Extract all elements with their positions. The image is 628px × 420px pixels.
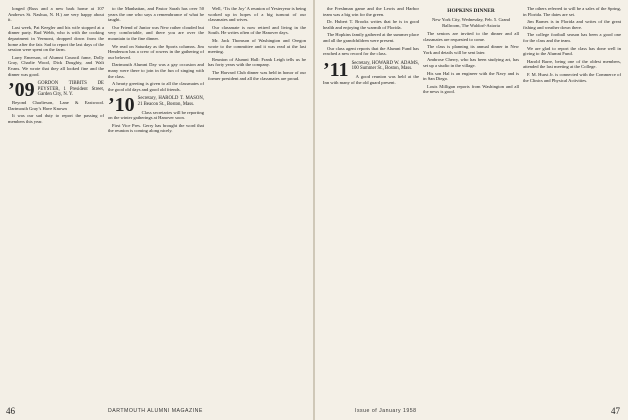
paragraph: We are glad to report the class has done well in giving to the Alumni Fund. — [523, 45, 621, 57]
page-number: 46 — [6, 406, 15, 416]
paragraph: Beyond Charlieson, Lane & Eastwood. Dartmouth Gray’s Have Known — [8, 99, 104, 111]
paragraph: Reunion of Alumni Hall: Frank Leigh tells us he has forty years with the company. — [208, 56, 306, 68]
paragraph: A hearty greeting is given to all the classmates of the good old days and good old friends. — [108, 81, 204, 92]
paragraph: The Hopkins family gathered at the summer place and all the grandchildren were present. — [323, 32, 419, 43]
section-heading: HOPKINS DINNER — [447, 8, 495, 14]
paragraph: Mr. Jack Thomson of Washington and Oregon wrote to the committee and it was read at the last meeting. — [208, 37, 306, 55]
page-footer: Issue of January 1958 — [355, 408, 417, 414]
paragraph: Harold Barre, being one of the oldest members, attended the last meeting at the College. — [523, 58, 621, 70]
paragraph: His son Hal is an engineer with the Navy and is in San Diego. — [423, 70, 519, 82]
class-year-number: ’11 — [323, 58, 349, 81]
left-column-2 — [108, 6, 204, 396]
page-footer: DARTMOUTH ALUMNI MAGAZINE — [108, 408, 203, 414]
paragraph: Class secretaries will be reporting on the winter gatherings at Hanover soon. — [108, 109, 204, 121]
paragraph: longed (Russ and a new bark home at 107 Andrews St. Nashua, N. H.) are very happy about it. — [8, 6, 104, 23]
paragraph: Our Friend of Junior was New rather clouded but very comfortable, and there you are over the mountain to the fine dinner. — [108, 24, 204, 41]
left-page — [0, 0, 313, 420]
class-section-11 — [323, 58, 419, 85]
right-page — [315, 0, 628, 420]
paragraph: Last week, Pat Keegler and his wife stopped at a dinner party. Bud Webb, who is with the cooking department in Vermont, dropped down from the home after the fair. Sad to report the last days of the session were spent on the farm. — [8, 24, 104, 53]
paragraph: Dr. Hubert T. Brooks writes that he is in good health and enjoying the warmth of Florida. — [323, 19, 419, 30]
section-subheading: New York City, Wednesday, Feb. 5. Grand Ballroom, The Waldorf-Astoria — [432, 17, 510, 28]
class-secretary-line: GORDON TIBBITS DE PEYSTER, 1 President Street, Garden City, N. Y. — [37, 81, 104, 98]
paragraph: Dartmouth Alumni Day was a gay occasion and many were there to join in the fun of singing with the class. — [108, 62, 204, 79]
paragraph: The college football season has been a good one for the class and the team. — [523, 32, 621, 43]
paragraph: Well, ‘Tis the Joy’ A reunion of Yesteryear is being worked up in hopes of a big turnout of our classmates and wives. — [208, 6, 306, 23]
paragraph: Jim Barnes is in Florida and writes of the great fishing and weather down there. — [523, 19, 621, 30]
paragraph: The seniors are invited to the dinner and all classmates are requested to come. — [423, 31, 519, 42]
class-section-10 — [108, 96, 204, 134]
page-number: 47 — [611, 406, 620, 416]
class-year-number: ’10 — [108, 94, 135, 117]
paragraph: We read on Saturday as the Sports columns. Jim Henderson has a crew of rowers in the gathering of our beloved. — [108, 43, 204, 60]
paragraph: the Freshman game and the Lewis and Harbor team was a big win for the green. — [323, 6, 419, 17]
right-column-1 — [323, 6, 419, 396]
right-column-2 — [423, 6, 519, 396]
class-secretary-line: Secretary, HOWARD W. ADAMS, 100 Summer St., Boston, Mass. — [351, 60, 419, 72]
paragraph: First Vice Pres. Gerry has brought the word that the reunion is coming along nicely. — [108, 122, 204, 134]
paragraph: The Harvard Club dinner was held in honor of our former president and all the classmates are proud. — [208, 69, 306, 81]
paragraph: A good reunion was held at the Inn with many of the old guard present. — [323, 73, 419, 85]
class-section-09 — [8, 81, 104, 124]
left-column-1 — [8, 6, 104, 396]
paragraph: It was our sad duty to report the passing of members this year. — [8, 113, 104, 124]
paragraph: Our classmate is now retired and living in the South. He writes often of the Hanover days. — [208, 24, 306, 36]
class-secretary-line: Secretary, HAROLD T. MASON, 21 Beacon St., Boston, Mass. — [137, 96, 204, 107]
paragraph: Ambrose Cherry, who has been studying art, has set up a studio in the village. — [423, 57, 519, 68]
paragraph: The others referred to will be a sales of the Spring, in Florida. The dates are set. — [523, 6, 621, 17]
paragraph: Louis Milligan reports from Washington and all the news is good. — [423, 83, 519, 95]
paragraph: F. M. Hurst Jr. is connected with the Commerce of the Clinics and Physical Activities. — [523, 71, 621, 83]
paragraph: to the Manhattan, and Pastor Sarah has over 50 years the one who says a remembrance of what he taught. — [108, 6, 204, 23]
right-column-3 — [523, 6, 621, 396]
left-column-3 — [208, 6, 306, 396]
paragraph: Our class agent reports that the Alumni Fund has reached a new record for the class. — [323, 45, 419, 57]
paragraph: The class is planning its annual dinner in New York and details will be sent later. — [423, 44, 519, 55]
class-year-number: ’09 — [8, 79, 35, 102]
paragraph: Larry Emerson, of Alumni Council fame, Dolly Gray, Charlie Wood, Dick Doughty, and Walt Evans. We wrote that they all looked fine and the dinner was good. — [8, 54, 104, 77]
